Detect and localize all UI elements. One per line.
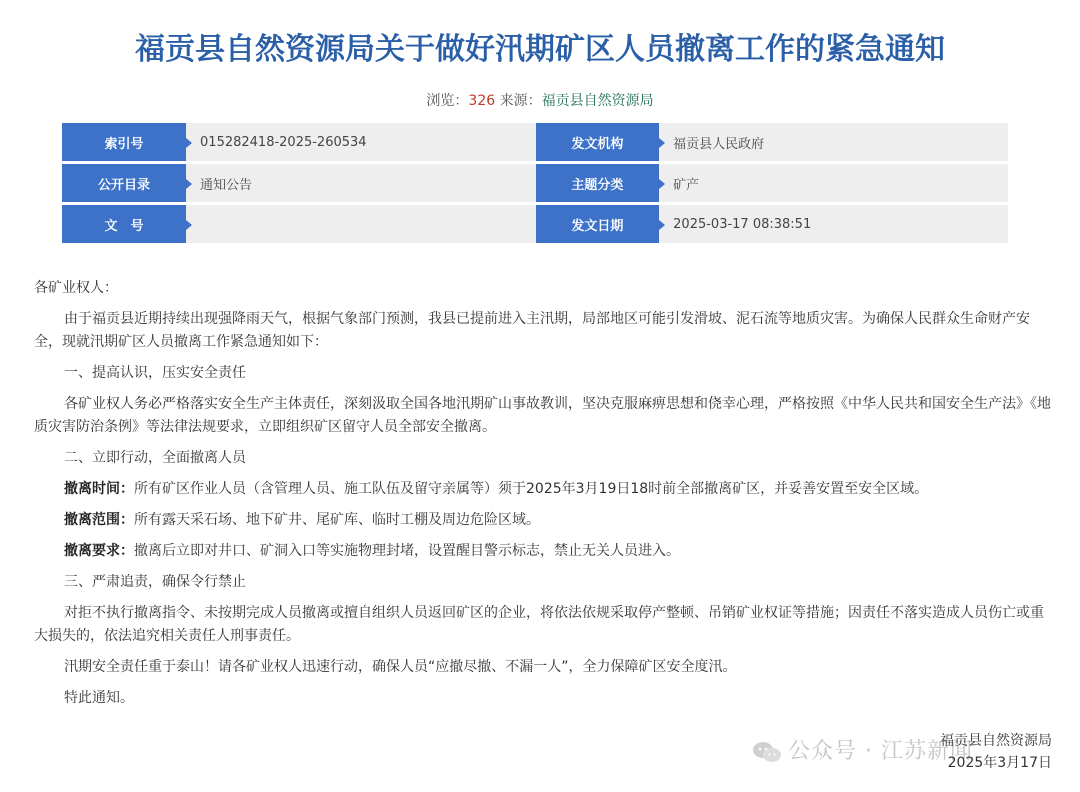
watermark-text: 公众号 · 江苏新闻 — [788, 739, 973, 764]
index-label: 索引号 — [62, 123, 186, 161]
evacuation-time — [34, 478, 1056, 501]
salutation: 各矿业权人： — [34, 280, 118, 296]
info-row — [62, 205, 1008, 243]
section-heading-2: 二、立即行动，全面撤离人员 — [64, 450, 246, 466]
source-label: 来源： — [499, 93, 542, 109]
date-label: 发文日期 — [536, 205, 660, 243]
signature-block — [940, 730, 1052, 774]
evacuation-requirement-label: 撤离要求： — [64, 543, 134, 559]
source-value: 福贡县自然资源局 — [541, 93, 654, 109]
closing-paragraph: 汛期安全责任重于泰山！请各矿业权人迅速行动，确保人员“应撤尽撤、不漏一人”，全力保障矿区安全度汛。 — [64, 659, 737, 675]
article-body — [34, 277, 1056, 718]
evacuation-scope-text: 所有露天采石场、地下矿井、尾矿库、临时工棚及周边危险区域。 — [134, 512, 540, 528]
signature-date: 2025年3月17日 — [947, 755, 1052, 771]
topic-value: 矿产 — [659, 164, 1008, 202]
evacuation-requirement — [34, 540, 1056, 563]
info-row — [62, 123, 1008, 161]
intro-paragraph: 由于福贡县近期持续出现强降雨天气，根据气象部门预测，我县已提前进入主汛期，局部地区可能引发滑坡、泥石流等地质灾害。为确保人民群众生命财产安全，现就汛期矿区人员撤离工作紧急通知如下： — [34, 311, 1030, 350]
catalog-value: 通知公告 — [186, 164, 536, 202]
section-heading-3: 三、严肃追责，确保令行禁止 — [64, 574, 246, 590]
views-label: 浏览： — [426, 93, 469, 109]
topic-label: 主题分类 — [536, 164, 660, 202]
docno-label: 文 号 — [62, 205, 186, 243]
org-label: 发文机构 — [536, 123, 660, 161]
wechat-icon — [752, 740, 782, 764]
date-value: 2025-03-17 08:38:51 — [659, 205, 1008, 243]
end-paragraph: 特此通知。 — [64, 690, 134, 706]
index-value: 015282418-2025-260534 — [186, 123, 536, 161]
document-info-table — [62, 120, 1008, 246]
docno-value — [186, 205, 536, 243]
catalog-label: 公开目录 — [62, 164, 186, 202]
org-value: 福贡县人民政府 — [659, 123, 1008, 161]
signature-org: 福贡县自然资源局 — [940, 733, 1052, 749]
section-heading-1: 一、提高认识，压实安全责任 — [64, 365, 246, 381]
evacuation-time-text: 所有矿区作业人员（含管理人员、施工队伍及留守亲属等）须于2025年3月19日18时前全部撤离矿区，并妥善安置至安全区域。 — [134, 481, 929, 497]
evacuation-time-label: 撤离时间： — [64, 481, 134, 497]
page-title: 福贡县自然资源局关于做好汛期矿区人员撤离工作的紧急通知 — [135, 32, 945, 67]
evacuation-scope-label: 撤离范围： — [64, 512, 134, 528]
section-paragraph-1: 各矿业权人务必严格落实安全生产主体责任，深刻汲取全国各地汛期矿山事故教训，坚决克服麻痹思想和侥幸心理，严格按照《中华人民共和国安全生产法》《地质灾害防治条例》等法律法规要求，立即组织矿区留守人员全部安全撤离。 — [34, 396, 1051, 435]
evacuation-scope — [34, 509, 1056, 532]
evacuation-requirement-text: 撤离后立即对井口、矿洞入口等实施物理封堵，设置醒目警示标志，禁止无关人员进入。 — [134, 543, 680, 559]
section-paragraph-3: 对拒不执行撤离指令、未按期完成人员撤离或擅自组织人员返回矿区的企业，将依法依规采取停产整顿、吊销矿业权证等措施；因责任不落实造成人员伤亡或重大损失的，依法追究相关责任人刑事责任。 — [34, 605, 1044, 644]
info-row — [62, 164, 1008, 202]
views-count: 326 — [468, 93, 496, 109]
article-meta — [0, 90, 1080, 110]
